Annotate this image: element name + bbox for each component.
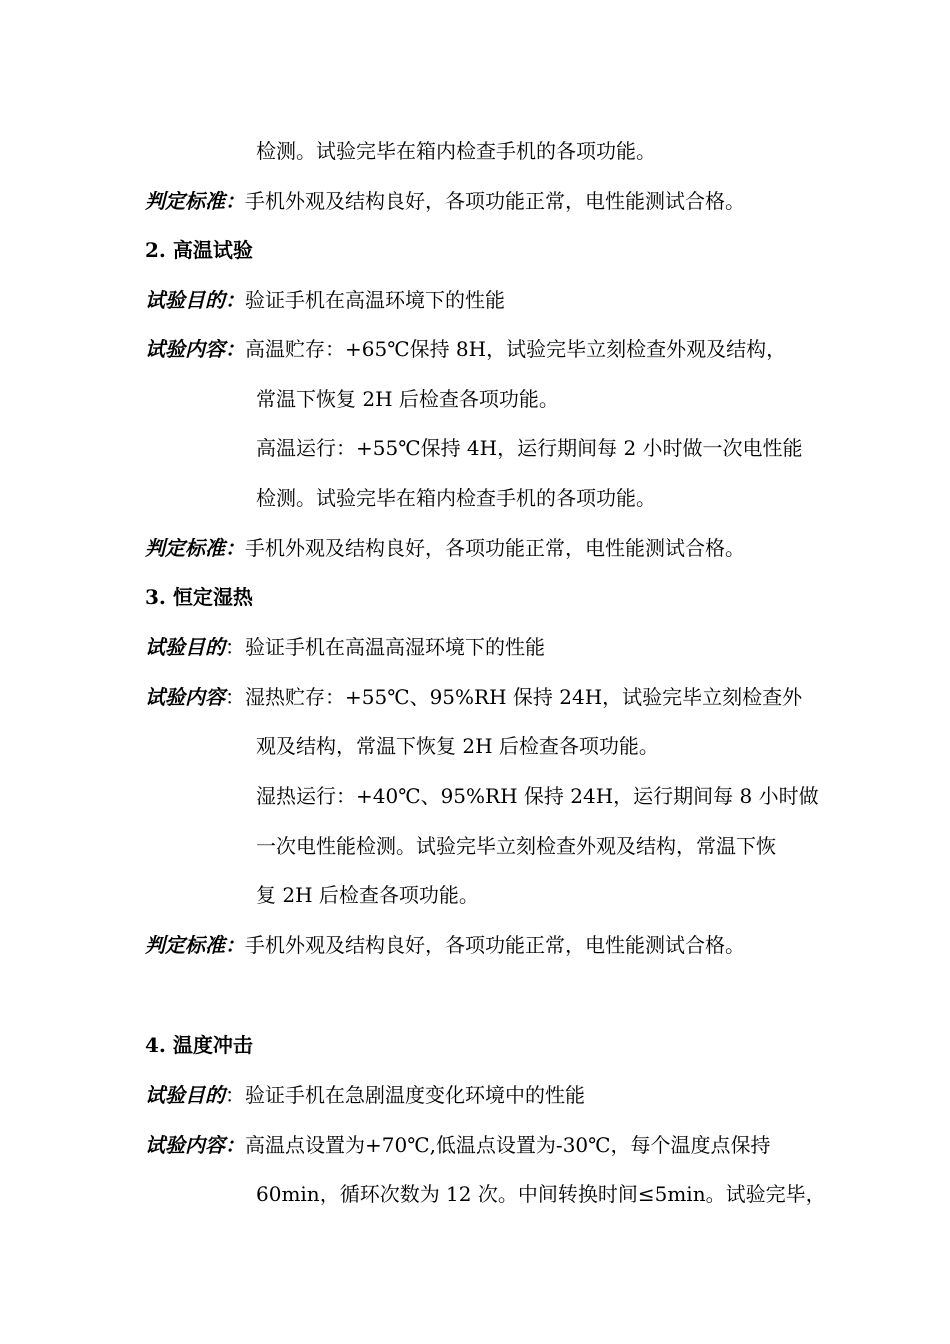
purpose-label: 试验目的: [145, 635, 225, 659]
line-text: 常温下恢复 2H 后检查各项功能。: [256, 387, 559, 411]
paragraph-line: [256, 485, 656, 511]
heading-text: 4. 温度冲击: [145, 1033, 253, 1057]
line-text: 60min，循环次数为 12 次。中间转换时间≤5min。试验完毕，: [256, 1182, 826, 1206]
line-text: 检测。试验完毕在箱内检查手机的各项功能。: [256, 139, 656, 163]
paragraph-line: [256, 386, 559, 412]
paragraph-line: [256, 783, 819, 809]
criteria-line: [145, 188, 745, 214]
line-text: 一次电性能检测。试验完毕立刻检查外观及结构，常温下恢: [256, 834, 776, 858]
content-label: 试验内容：: [145, 337, 245, 361]
paragraph-line: [256, 833, 776, 859]
content-line: [145, 684, 802, 710]
line-text: 观及结构，常温下恢复 2H 后检查各项功能。: [256, 734, 659, 758]
line-text: 高温贮存：+65℃保持 8H，试验完毕立刻检查外观及结构，: [245, 337, 787, 361]
line-text: 手机外观及结构良好，各项功能正常，电性能测试合格。: [245, 933, 745, 957]
content-line: [145, 336, 786, 362]
criteria-line: [145, 535, 745, 561]
criteria-label: 判定标准：: [145, 536, 245, 560]
paragraph-line: [256, 138, 656, 164]
line-text: 手机外观及结构良好，各项功能正常，电性能测试合格。: [245, 189, 745, 213]
content-label: 试验内容: [145, 685, 225, 709]
purpose-line: [145, 1082, 585, 1108]
line-text: 检测。试验完毕在箱内检查手机的各项功能。: [256, 486, 656, 510]
paragraph-line: [256, 882, 479, 908]
section-heading-damp-heat: [145, 584, 253, 610]
line-text: ：验证手机在急剧温度变化环境中的性能: [225, 1083, 585, 1107]
content-line: [145, 1132, 771, 1158]
paragraph-line: [256, 435, 803, 461]
heading-text: 2. 高温试验: [145, 238, 253, 262]
line-text: 高温运行：+55℃保持 4H，运行期间每 2 小时做一次电性能: [256, 436, 803, 460]
purpose-line: [145, 634, 545, 660]
criteria-line: [145, 932, 745, 958]
heading-text: 3. 恒定湿热: [145, 585, 253, 609]
line-text: 复 2H 后检查各项功能。: [256, 883, 479, 907]
purpose-label: 试验目的: [145, 1083, 225, 1107]
section-heading-high-temp: [145, 237, 253, 263]
content-label: 试验内容：: [145, 1133, 245, 1157]
line-text: 高温点设置为+70℃,低温点设置为-30℃，每个温度点保持: [245, 1133, 771, 1157]
paragraph-line: [256, 1181, 826, 1207]
line-text: ：湿热贮存：+55℃、95%RH 保持 24H，试验完毕立刻检查外: [225, 685, 803, 709]
line-text: 手机外观及结构良好，各项功能正常，电性能测试合格。: [245, 536, 745, 560]
criteria-label: 判定标准：: [145, 933, 245, 957]
line-text: 验证手机在高温环境下的性能: [245, 288, 505, 312]
purpose-line: [145, 287, 505, 313]
line-text: 湿热运行：+40℃、95%RH 保持 24H，运行期间每 8 小时做: [256, 784, 819, 808]
purpose-label: 试验目的：: [145, 288, 245, 312]
paragraph-line: [256, 733, 659, 759]
line-text: ：验证手机在高温高湿环境下的性能: [225, 635, 545, 659]
criteria-label: 判定标准：: [145, 189, 245, 213]
section-heading-thermal-shock: [145, 1032, 253, 1058]
